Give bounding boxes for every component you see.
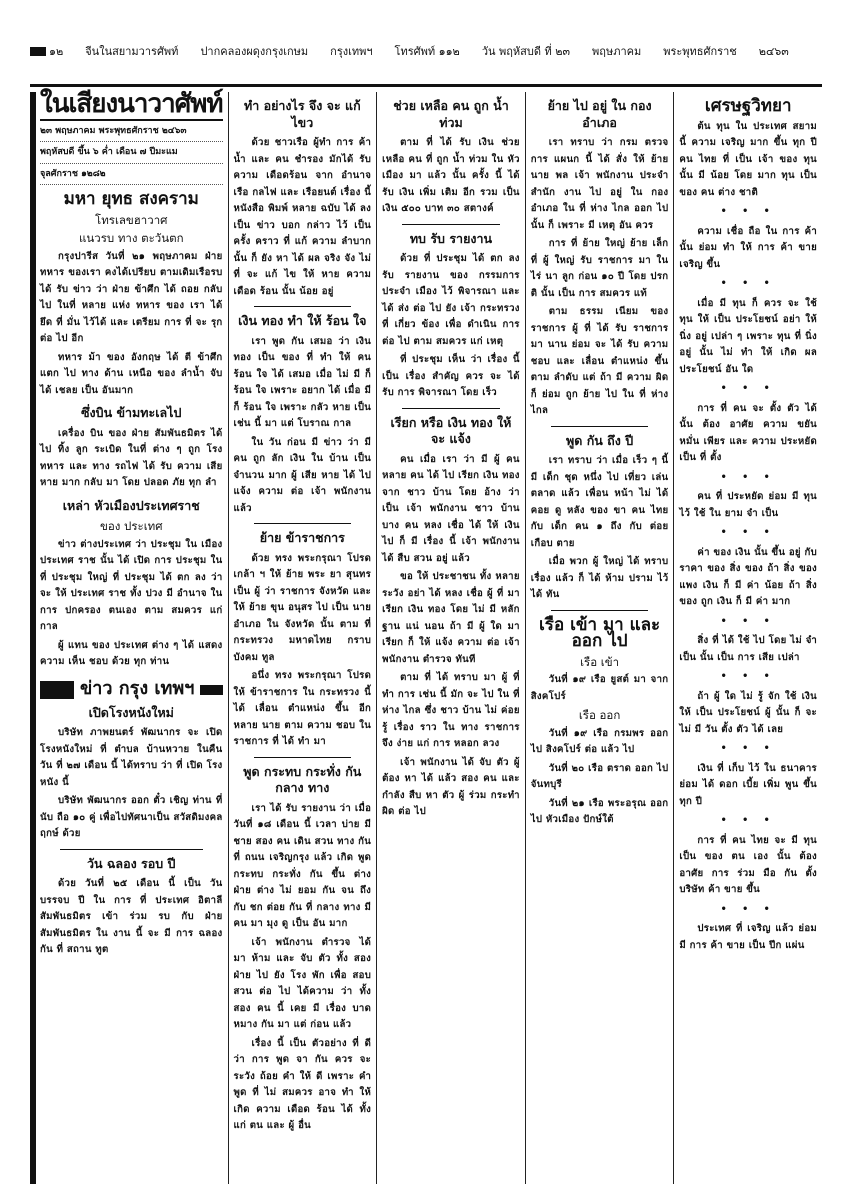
section-separator: • • • [720, 671, 776, 682]
section-separator: • • • [720, 743, 776, 754]
arrival-entry: วันที่ ๑๙ เรือ ยูสต์ มา จาก สิงคโปร์ [530, 674, 669, 702]
article-paragraph: อนึ่ง ทรง พระกรุณา โปรด ให้ ข้าราชการ ใน กระทรวง นี้ ได้ เลื่อน ตำแหน่ง ขึ้น อีก หลาย นาย ตาม ความ ชอบ ใน ราชการ ที่ ได้ ทำ มา [233, 670, 372, 747]
war-headline: มหา ยุทธ สงคราม [63, 189, 199, 209]
divider [551, 610, 649, 611]
article-paragraph: เรื่อง นี้ เป็น ตัวอย่าง ที่ ดี ว่า การ พูด จา กัน ควร จะ ระวัง ถ้อย คำ ให้ ดี เพราะ คำ พูด ที่ ไม่ สมควร อาจ ทำ ให้ เกิด ความ เดือด ร้อน ได้ ทั้ง แก่ ตน และ ผู้ อื่น [233, 1037, 372, 1131]
article-paragraph: เจ้า พนักงาน ได้ จับ ตัว ผู้ ต้อง หา ได้ แล้ว สอง คน และ กำลัง สืบ หา ตัว ผู้ ร่วม กระทำ ผิด ต่อ ไป [382, 756, 520, 817]
article-paragraph: สิ่ง ที่ ได้ ใช้ ไป โดย ไม่ จำ เป็น นั้น เป็น การ เสีย เปล่า [679, 635, 818, 663]
article-paragraph: ขอ ให้ ประชาชน ทั้ง หลาย ระวัง อย่า ได้ หลง เชื่อ ผู้ ที่ มา เรียก เงิน ทอง โดย ไม่ มี หลัก ฐาน แน่ นอน ถ้า มี ผู้ ใด มา เรียก ก็ ให้ แจ้ง ความ ต่อ เจ้า พนักงาน ตำรวจ ทันที [382, 571, 520, 665]
article-paragraph: ผู้ แทน ของ ประเทศ ต่าง ๆ ได้ แสดง ความ เห็น ชอบ ด้วย ทุก ท่าน [40, 639, 223, 667]
column-1 [30, 89, 229, 1184]
divider [402, 224, 500, 225]
masthead: ในเสียงนาวาศัพท์ [40, 89, 223, 119]
article-paragraph: ใน วัน ก่อน มี ข่าว ว่า มี คน ถูก ลัก เงิน ใน บ้าน เป็น จำนวน มาก ผู้ เสีย หาย ได้ ไป แจ้ง ความ ต่อ เจ้า พนักงาน แล้ว [233, 436, 372, 514]
article-paragraph: ด้วย วันที่ ๒๕ เดือน นี้ เป็น วัน บรรจบ ปี ใน การ ที่ ประเทศ อิตาลี สัมพันธมิตร เข้า ร่วม รบ กับ ฝ่าย สัมพันธมิตร ใน งาน นี้ จะ มี การ ฉลอง กัน ที่ สถาน ทูต [40, 878, 223, 955]
divider [60, 849, 203, 850]
article-paragraph: เมื่อ พวก ผู้ ใหญ่ ได้ ทราบ เรื่อง แล้ว ก็ ได้ ห้าม ปราม ไว้ ได้ ทัน [530, 556, 669, 600]
arrivals-subhead: เรือ เข้า [580, 654, 620, 669]
article-paragraph: ทหาร ม้า ของ อังกฤษ ได้ ตี ข้าศึก แตก ไป ทาง ด้าน เหนือ ของ ลำน้ำ จับ ได้ เชลย เป็น อันมาก [40, 351, 223, 396]
header-rule [30, 84, 822, 87]
anniversary-headline: วัน ฉลอง รอบ ปี [87, 855, 176, 871]
article-paragraph: การ ที่ ย้าย ใหญ่ ย้าย เล็ก ที่ ผู้ ใหญ่ รับ ราชการ มา ใน ไร่ นา ลูก ก่อน ๑๐ ปี โดย ปรก ติ นั้น เป็น การ สมควร แท้ [530, 238, 669, 299]
headline: ย้าย ไป อยู่ ใน กอง อำเภอ [547, 98, 652, 130]
header-day: วัน พฤหัสบดี ที่ ๒๓ [481, 45, 571, 58]
headline: ย้าย ข้าราชการ [259, 530, 345, 545]
article-paragraph: ค่า ของ เงิน นั้น ขึ้น อยู่ กับ ราคา ของ สิ่ง ของ ถ้า สิ่ง ของ แพง เงิน ก็ มี ค่า น้อย ถ้า สิ่ง ของ ถูก เงิน ก็ มี ค่า มาก [679, 546, 818, 607]
column-3 [377, 92, 526, 1184]
date-line: พฤหัสบดี ขึ้น ๖ ค่ำ เดือน ๗ ปีมะแม [40, 142, 223, 164]
article-paragraph: ถ้า ผู้ ใด ไม่ รู้ จัก ใช้ เงิน ให้ เป็น ประโยชน์ ผู้ นั้น ก็ จะ ไม่ มี วัน ตั้ง ตัว ได้ เลย [679, 690, 818, 735]
headline: เงิน ทอง ทำ ให้ ร้อน ใจ [238, 313, 367, 328]
header-phone: โทรศัพท์ ๑๑๒ [394, 45, 460, 58]
shipping-headline: เรือ เข้า มา และ ออก ไป [539, 614, 661, 651]
article-paragraph: กรุงปารีส วันที่ ๒๑ พฤษภาคม ฝ่ายทหาร ของเรา คงได้เปรียบ ตามเดิมเรือรบ ได้ รับ ข่าว ว่า ฝ่าย ข้าศึก ได้ ถอย กลับ ไป ในที่ หลาย แห่ง ทหาร ของ เรา ได้ ยึด ที่ มั่น ไว้ได้ และ เตรียม การ ที่ จะ รุก ต่อ ไป อีก [40, 250, 223, 344]
section-separator: • • • [720, 903, 776, 915]
article-paragraph: เรา ได้ รับ รายงาน ว่า เมื่อ วันที่ ๑๘ เดือน นี้ เวลา บ่าย มี ชาย สอง คน เดิน สวน ทาง กัน ที่ ถนน เจริญกรุง แล้ว เกิด พูด กระทบ กระทั่ง กัน ขึ้น ต่าง ฝ่าย ต่าง ไม่ ยอม กัน จน ถึง กับ ชก ต่อย กัน ที่ กลาง ทาง มี คน มา มุง ดู เป็น อัน มาก [233, 802, 372, 929]
divider [402, 408, 500, 409]
headline: ช่วย เหลือ คน ถูก น้ำ ท่วม [393, 98, 509, 130]
article-paragraph: เครื่อง บิน ของ ฝ่าย สัมพันธมิตร ได้ ไป ทิ้ง ลูก ระเบิด ในที่ ต่าง ๆ ถูก โรง ทหาร และ ทาง รถไฟ ได้ รับ ความ เสียหาย มาก กลับ มา โดย ปลอด ภัย ทุก ลำ [40, 427, 223, 488]
article-paragraph: เมื่อ มี ทุน ก็ ควร จะ ใช้ ทุน ให้ เป็น ประโยชน์ อย่า ให้ นิ่ง อยู่ เปล่า ๆ เพราะ ทุน ที่ นิ่ง อยู่ นั้น ไม่ ทำ ให้ เกิด ผล ประโยชน์ อัน ใด [679, 297, 818, 375]
date-line: ๒๓ พฤษภาคม พระพุทธศักราช ๒๔๖๓ [40, 121, 223, 143]
divider [254, 306, 352, 307]
article-paragraph: ตาม ที่ ได้ รับ เงิน ช่วย เหลือ คน ที่ ถูก น้ำ ท่วม ใน หัว เมือง มา แล้ว นั้น ครั้ง นี้ ได้ รับ เงิน เพิ่ม เติม อีก รวม เป็น เงิน ๕๐๐ บาท ๓๐ สตางค์ [382, 137, 520, 214]
banner-bar [200, 685, 222, 695]
article-paragraph: เรา ทราบ ว่า กรม ตรวจ การ แผนก นี้ ได้ สั่ง ให้ ย้าย นาย พล เจ้า พนักงาน ประจำ สำนัก งาน ไป อยู่ ใน กอง อำเภอ ใน ที่ ห่าง ไกล ออก ไป นั้น ก็ เพราะ มี เหตุ อัน ควร [530, 137, 669, 231]
provinces-headline: เหล่า หัวเมืองประเทศราช [62, 497, 200, 513]
article-paragraph: ต้น ทุน ใน ประเทศ สยาม นี้ ความ เจริญ มาก ขึ้น ทุก ปี คน ไทย ที่ เป็น เจ้า ของ ทุน นั้น มี น้อย โดย มาก ทุน เป็น ของ คน ต่าง ชาติ [679, 120, 818, 198]
column-2 [229, 92, 378, 1184]
departure-entry: วันที่ ๒๑ เรือ พระอรุณ ออก ไป หัวเมือง ปักษ์ใต้ [530, 797, 669, 825]
page-header [30, 40, 822, 62]
headline: ทบ รับ รายงาน [409, 230, 493, 246]
departure-entry: วันที่ ๒๐ เรือ ตราด ออก ไป จันทบุรี [530, 762, 669, 790]
header-year: ๒๔๖๓ [758, 45, 789, 58]
cinema-headline: เปิดโรงหนังใหม่ [88, 704, 174, 720]
article-paragraph: คน ที่ ประหยัด ย่อม มี ทุน ไว้ ใช้ ใน ยาม จำ เป็น [679, 491, 818, 519]
header-era: พระพุทธศักราช [663, 45, 737, 58]
article-paragraph: ประเทศ ที่ เจริญ แล้ว ย่อม มี การ ค้า ขาย เป็น ปึก แผ่น [679, 923, 818, 951]
headline: พูด กระทบ กระทั่ง กัน กลาง ทาง [243, 763, 362, 795]
divider [254, 757, 352, 758]
headline: ทำ อย่างไร จึง จะ แก้ ไขว [243, 98, 361, 130]
column-5 [674, 92, 822, 1184]
article-paragraph: คน เมื่อ เรา ว่า มี ผู้ คน หลาย คน ได้ ไป เรียก เงิน ทอง จาก ชาว บ้าน โดย อ้าง ว่า เป็น เจ้า พนักงาน ชาว บ้าน บาง คน หลง เชื่อ ได้ ให้ เงิน ไป ก็ มี เรื่อง นี้ เจ้า พนักงาน ได้ สืบ สวน อยู่ แล้ว [382, 453, 520, 564]
section-separator: • • • [720, 278, 776, 289]
article-paragraph: เงิน ที่ เก็บ ไว้ ใน ธนาคาร ย่อม ได้ ดอก เบี้ย เพิ่ม พูน ขึ้น ทุก ปี [679, 762, 818, 807]
header-paper-name: จีนในสยามวารศัพท์ [85, 45, 179, 58]
war-subhead: แนวรบ ทาง ตะวันตก [78, 231, 184, 245]
divider [551, 426, 649, 427]
plane-headline: ซึ่งบิน ข้ามทะเลไป [81, 405, 182, 420]
article-paragraph: บริษัท พัฒนากร ออก ตั๋ว เชิญ ท่าน ที่ นับ ถือ ๑๐ คู่ เพื่อไปทัศนาเป็น สวัสดิมงคล ฤกษ์ ด้วย [40, 795, 223, 839]
header-city: กรุงเทพฯ [330, 45, 373, 58]
article-paragraph: ด้วย ที่ ประชุม ได้ ตก ลง รับ รายงาน ของ กรรมการ ประจำ เมือง ไว้ พิจารณา และ ได้ ส่ง ต่อ ไป ยัง เจ้า กระทรวง ที่ เกี่ยว ข้อง เพื่อ ดำเนิน การ ต่อ ไป ตาม สมควร แก่ เหตุ [382, 253, 520, 347]
article-paragraph: เรา พูด กัน เสมอ ว่า เงิน ทอง เป็น ของ ที่ ทำ ให้ คน ร้อน ใจ ได้ เสมอ เมื่อ ไม่ มี ก็ ร้อน ใจ เพราะ อยาก ได้ เมื่อ มี ก็ ร้อน ใจ เพราะ กลัว หาย เป็น เช่น นี้ มา แต่ โบราณ กาล [233, 335, 372, 429]
headline: พูด กัน ถึง ปี [566, 432, 634, 448]
war-subhead: โทรเลขฮาวาศ [95, 212, 168, 227]
article-paragraph: ข่าว ต่างประเทศ ว่า ประชุม ใน เมือง ประเทศ ราช นั้น ได้ เปิด การ ประชุม ใน ที่ ประชุม ใหญ่ ที่ ประชุม ได้ ตก ลง ว่า จะ ให้ ประเทศ ราช ทั้ง ปวง มี อำนาจ ใน การ ปกครอง ตนเอง ตาม สมควร แก่ กาล [40, 538, 223, 632]
columns [30, 89, 822, 1184]
departures-subhead: เรือ ออก [578, 708, 621, 722]
banner-bar [40, 681, 74, 699]
header-month: พฤษภาคม [592, 45, 642, 58]
article-paragraph: ความ เชื่อ ถือ ใน การ ค้า นั้น ย่อม ทำ ให้ การ ค้า ขาย เจริญ ขึ้น [679, 225, 818, 270]
divider [254, 523, 352, 524]
article-paragraph: ตาม ธรรม เนียม ของ ราชการ ผู้ ที่ ได้ รับ ราชการ มา นาน ย่อม จะ ได้ รับ ความ ชอบ และ เลื่อน ตำแหน่ง ขึ้น ตาม ลำดับ แต่ ถ้า มี ความ ผิด ก็ ย่อม ถูก ย้าย ไป ใน ที่ ห่าง ไกล [530, 306, 669, 416]
article-paragraph: เจ้า พนักงาน ตำรวจ ได้ มา ห้าม และ จับ ตัว ทั้ง สอง ฝ่าย ไป ยัง โรง พัก เพื่อ สอบ สวน ต่อ ไป ได้ความ ว่า ทั้ง สอง คน นี้ เคย มี เรื่อง บาด หมาง กัน มา แต่ ก่อน แล้ว [233, 936, 372, 1030]
date-line: จุลศักราช ๑๒๘๒ [40, 164, 223, 186]
section-separator: • • • [720, 615, 776, 627]
section-separator: • • • [720, 815, 776, 826]
page-number [30, 42, 63, 60]
bangkok-news-banner [40, 678, 223, 700]
section-separator: • • • [720, 471, 776, 483]
article-paragraph: การ ที่ คน จะ ตั้ง ตัว ได้ นั้น ต้อง อาศัย ความ ขยัน หมั่น เพียร และ ความ ประหยัด เป็น ที่ ตั้ง [679, 402, 818, 463]
article-paragraph: ที่ ประชุม เห็น ว่า เรื่อง นี้ เป็น เรื่อง สำคัญ ควร จะ ได้ รับ การ พิจารณา โดย เร็ว [382, 354, 520, 398]
headline: เรียก หรือ เงิน ทอง ให้ จะ แจ้ง [390, 414, 512, 446]
article-paragraph: ตาม ที่ ได้ ทราบ มา ผู้ ที่ ทำ การ เช่น นี้ มัก จะ ไป ใน ที่ ห่าง ไกล ซึ่ง ชาว บ้าน ไม่ ค่อย รู้ เรื่อง ราว ใน ทาง ราชการ จึง ง่าย แก่ การ หลอก ลวง [382, 672, 520, 749]
article-paragraph: การ ที่ คน ไทย จะ มี ทุน เป็น ของ ตน เอง นั้น ต้อง อาศัย การ ร่วม มือ กัน ตั้ง บริษัท ค้า ขาย ขึ้น [679, 834, 818, 895]
column-4 [526, 92, 675, 1184]
header-address: ปากคลองผดุงกรุงเกษม [200, 45, 309, 58]
article-paragraph: ด้วย ทรง พระกรุณา โปรดเกล้า ฯ ให้ ย้าย พระ ยา สุนทร เป็น ผู้ ว่า ราชการ จังหวัด และ ให้ ย้าย ขุน อนุสร ไป เป็น นาย อำเภอ ใน จังหวัด นั้น ตาม ที่ กระทรวง มหาดไทย กราบ บังคม ทูล [233, 552, 372, 663]
article-paragraph: เรา ทราบ ว่า เมื่อ เร็ว ๆ นี้ มี เด็ก ชุด หนึ่ง ไป เที่ยว เล่น ตลาด แล้ว เพื่อน หน้า ไม่ ได้ คอย ดู หลัง ของ ขา คน ไทย กับ เด็ก คน ๑ ถึง กับ ต่อย เกือบ ตาย [530, 455, 669, 549]
provinces-subhead: ของ ประเทศ [100, 519, 163, 533]
page-marker-icon [30, 47, 46, 56]
page-number-text: ๑๒ [49, 45, 64, 58]
article-paragraph: ด้วย ชาวเรือ ผู้ทำ การ ค้า น้ำ และ คน ชำรอง มักได้ รับ ความ เดือดร้อน จาก อำนาจ เรือ กลไฟ และ เรือยนต์ เรื่อง นี้ หนังสือ พิมพ์ หลาย ฉบับ ได้ ลง เป็น ข่าว บอก กล่าว ไว้ เป็น ครั้ง คราว ที่ แก้ ความ ลำบาก นั้น ก็ ยัง หา ได้ ผล จริง จัง ไม่ ที่ จะ แก้ ไข ให้ หาย ความ เดือด ร้อน นั้น น้อย อยู่ [233, 137, 372, 297]
departure-entry: วันที่ ๑๙ เรือ กรมพร ออก ไป สิงคโปร์ ต่อ แล้ว ไป [530, 727, 669, 755]
bangkok-news-title: ข่าว กรุง เทพฯ [80, 678, 195, 700]
section-separator: • • • [720, 383, 776, 394]
article-paragraph: บริษัท ภาพยนตร์ พัฒนากร จะ เปิด โรงหนังใหม่ ที่ ตำบล บ้านหวาย ในคืน วัน ที่ ๒๗ เดือน นี้ ได้ทราบ ว่า ที่ เปิด โรงหนัง นี้ [40, 727, 223, 788]
section-separator: • • • [720, 527, 776, 538]
section-separator: • • • [720, 206, 776, 217]
economics-headline: เศรษฐวิทยา [704, 96, 792, 116]
